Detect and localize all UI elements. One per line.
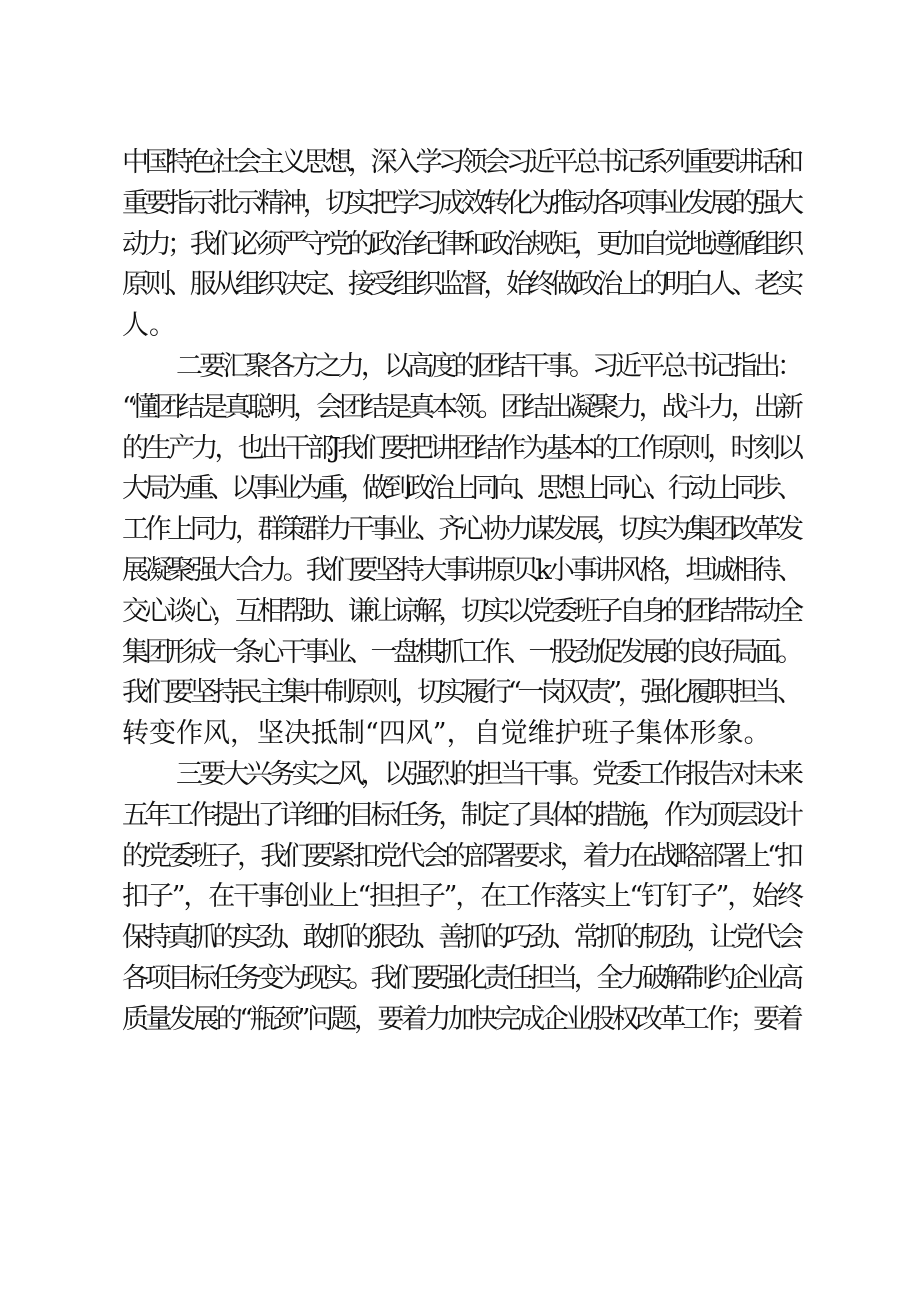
text-line: 保持真抓的实劲、敢抓的狠劲、善抓的巧劲、常抓的韧劲，让党代会 [122, 922, 800, 954]
text-line: 五年工作提出了详细的目标任务，制定了具体的措施，作为顶层设计 [122, 799, 800, 831]
text-line: 扣子”，在干事创业上“担担子”，在工作落实上“钉钉子”，始终 [122, 881, 802, 913]
text-line: 重要指示批示精神，切实把学习成效转化为推动各项事业发展的强大 [122, 187, 800, 219]
text-line: 集团形成一条心干事业、一盘棋抓工作、一股劲促发展的良好局面。 [122, 636, 800, 668]
text-line: 动力；我们必须严守党的政治纪律和政治规矩，更加自觉地遵循组织 [122, 228, 800, 260]
text-line: 中国特色社会主义思想，深入学习领会习近平总书记系列重要讲话和 [122, 147, 800, 178]
text-line: 三要大兴务实之风，以强烈的担当干事。党委工作报告对未来 [176, 758, 801, 790]
document-body [122, 143, 804, 1041]
text-line: 的党委班子，我们要紧扣党代会的部署要求，着力在战略部署上“扣 [122, 840, 800, 872]
paragraph [122, 347, 804, 755]
text-line: “懂团结是真聪明，会团结是真本领。团结出凝聚力，战斗力，出新 [122, 391, 800, 423]
text-line: 二要汇聚各方之力，以高度的团结干事。习近平总书记指出： [176, 350, 801, 382]
text-line: 大局为重、以事业为重，做到政治上同向、思想上同心、行动上同步、 [122, 473, 799, 505]
text-line: 原则、服从组织决定、接受组织监督，始终做政治上的明白人、老实 [122, 269, 800, 301]
paragraph [122, 755, 804, 1041]
text-line: 人。 [122, 310, 176, 342]
text-line: 工作上同力，群策群力干事业、齐心协力谋发展，切实为集团改革发 [122, 514, 800, 546]
text-line: 各项目标任务变为现实。我们要强化责任担当，全力破解制约企业高 [122, 962, 800, 994]
text-line: 质量发展的“瓶颈”问题，要着力加快完成企业股权改革工作；要着 [122, 1003, 801, 1035]
paragraph [122, 143, 804, 347]
text-line: 的生产力，也出干部J我们要把讲团结作为基本的工作原则，时刻以 [122, 432, 800, 464]
text-line: 转变作风，坚决抵制“四风”，自觉维护班子集体形象。 [122, 718, 771, 750]
text-line: 我们要坚持民主集中制原则，切实履行“一岗双责”，强化履职担当、 [122, 677, 800, 709]
text-line: 展凝聚强大合力。我们要坚持大事讲原贝k小事讲风格，坦诚相待、 [122, 554, 801, 586]
text-line: 交心谈心，互相帮助、谦让谅解，切实以党委班子自身的团结带动全 [122, 595, 800, 627]
